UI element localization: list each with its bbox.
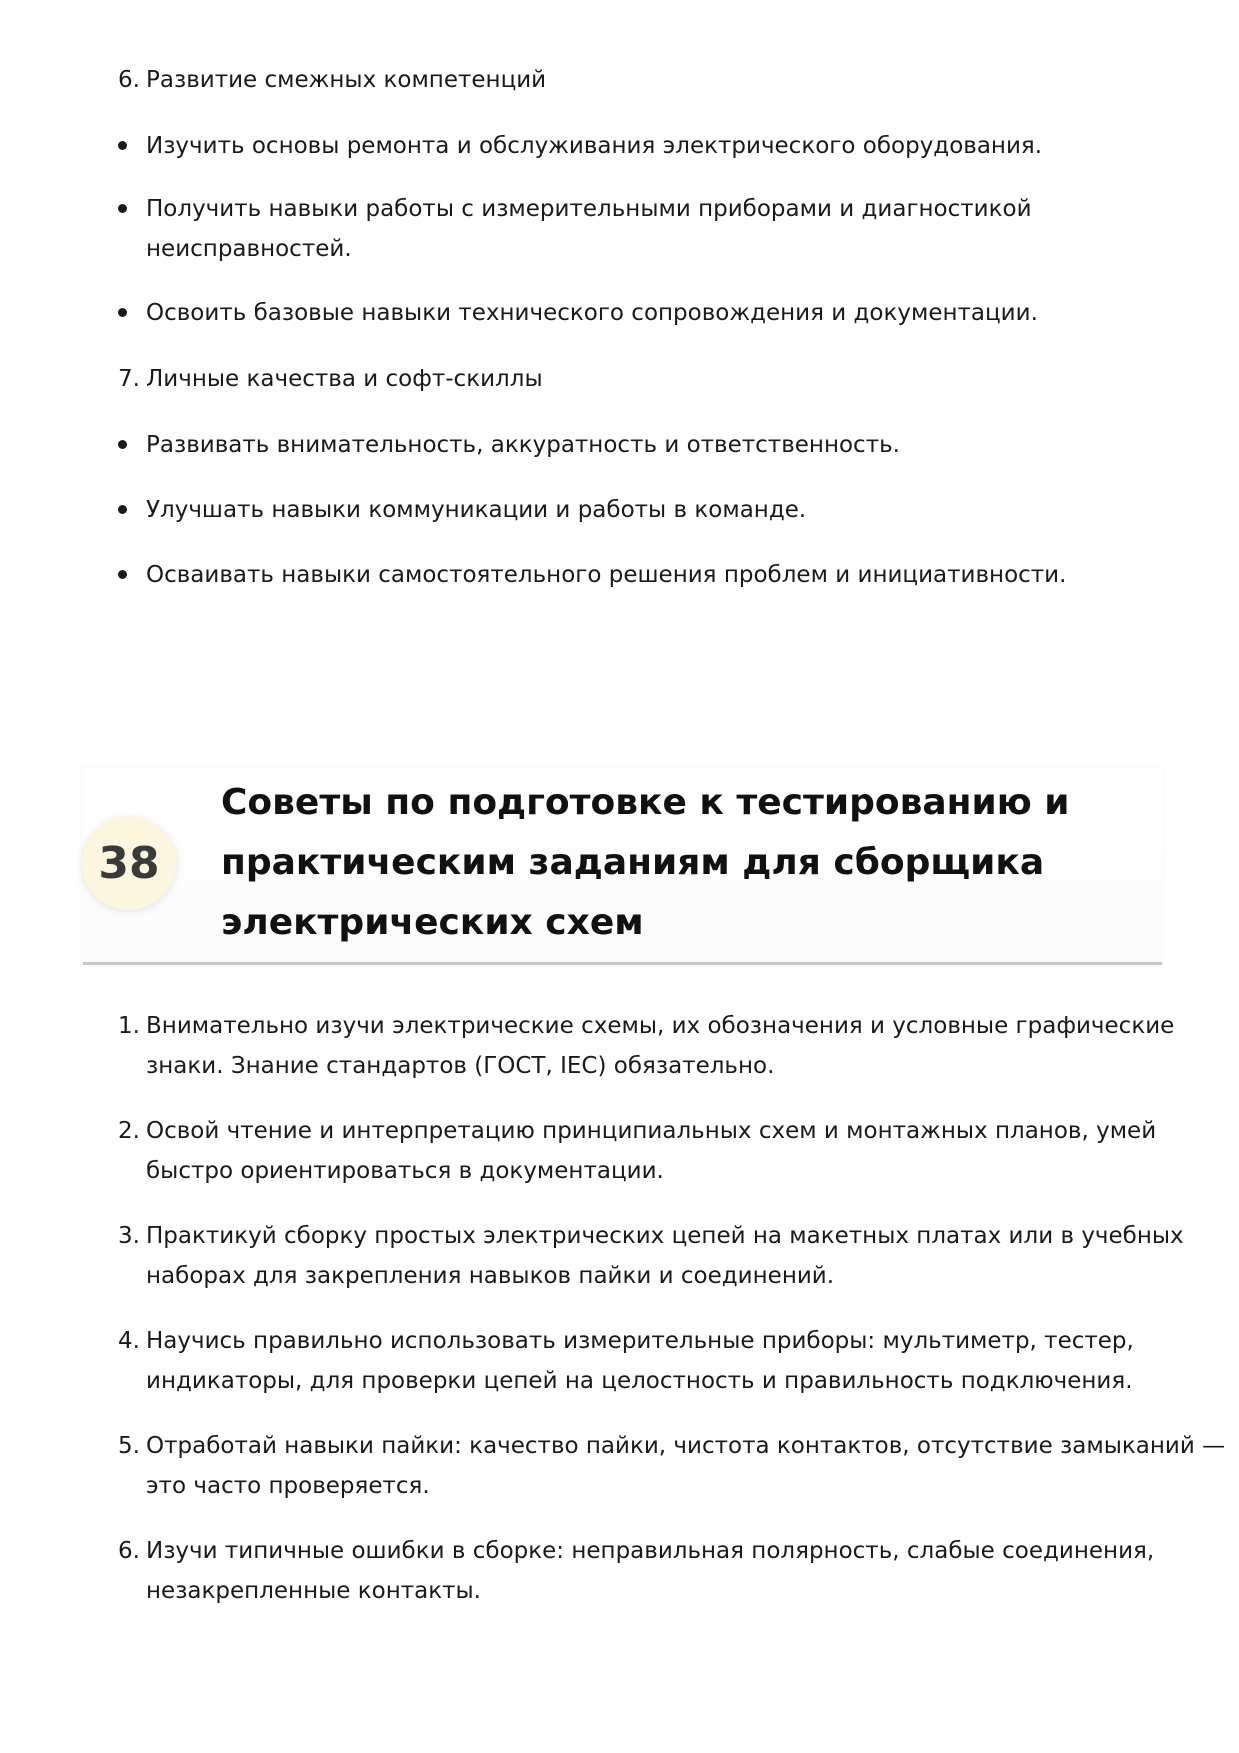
list-item: Осваивать навыки самостоятельного решения проблем и инициативности. xyxy=(146,562,1067,588)
section-title: практическим заданиям для сборщика xyxy=(221,842,1045,883)
list-item: Изучить основы ремонта и обслуживания электрического оборудования. xyxy=(146,133,1043,159)
list-item: Улучшать навыки коммуникации и работы в команде. xyxy=(146,497,807,523)
list-number: 2. xyxy=(118,1118,140,1144)
list-item: Освой чтение и интерпретацию принципиальных схем и монтажных планов, умей xyxy=(146,1118,1157,1144)
bullet-icon xyxy=(118,141,127,150)
list-item-continuation: быстро ориентироваться в документации. xyxy=(146,1158,664,1184)
list-item: Внимательно изучи электрические схемы, их обозначения и условные графические xyxy=(146,1013,1175,1039)
bullet-icon xyxy=(118,204,127,213)
bullet-icon xyxy=(118,505,127,514)
list-item-continuation: незакрепленные контакты. xyxy=(146,1578,481,1604)
list-number: 4. xyxy=(118,1328,140,1354)
list-item: Практикуй сборку простых электрических цепей на макетных платах или в учебных xyxy=(146,1223,1184,1249)
list-item: Изучи типичные ошибки в сборке: неправильная полярность, слабые соединения, xyxy=(146,1538,1155,1564)
list-item-continuation: наборах для закрепления навыков пайки и соединений. xyxy=(146,1263,835,1289)
list-item-continuation: знаки. Знание стандартов (ГОСТ, IEC) обязательно. xyxy=(146,1053,775,1079)
list-item-continuation: неисправностей. xyxy=(146,236,352,262)
list-heading: Личные качества и софт-скиллы xyxy=(146,366,543,392)
list-item: Отработай навыки пайки: качество пайки, чистота контактов, отсутствие замыканий — xyxy=(146,1433,1226,1459)
list-item-continuation: это часто проверяется. xyxy=(146,1473,430,1499)
list-number: 6. xyxy=(118,67,140,93)
list-item: Развивать внимательность, аккуратность и ответственность. xyxy=(146,432,900,458)
list-number: 5. xyxy=(118,1433,140,1459)
list-item: Освоить базовые навыки технического сопровождения и документации. xyxy=(146,300,1038,326)
list-item: Научись правильно использовать измерительные приборы: мультиметр, тестер, xyxy=(146,1328,1134,1354)
list-number: 7. xyxy=(118,366,140,392)
list-item: Получить навыки работы с измерительными приборами и диагностикой xyxy=(146,196,1032,222)
section-number-badge: 38 xyxy=(82,816,176,910)
list-heading: Развитие смежных компетенций xyxy=(146,67,547,93)
bullet-icon xyxy=(118,308,127,317)
list-number: 6. xyxy=(118,1538,140,1564)
list-item-continuation: индикаторы, для проверки цепей на целостность и правильность подключения. xyxy=(146,1368,1133,1394)
section-title: электрических схем xyxy=(221,902,644,943)
list-number: 1. xyxy=(118,1013,140,1039)
list-number: 3. xyxy=(118,1223,140,1249)
bullet-icon xyxy=(118,570,127,579)
section-title: Советы по подготовке к тестированию и xyxy=(221,782,1070,823)
bullet-icon xyxy=(118,440,127,449)
